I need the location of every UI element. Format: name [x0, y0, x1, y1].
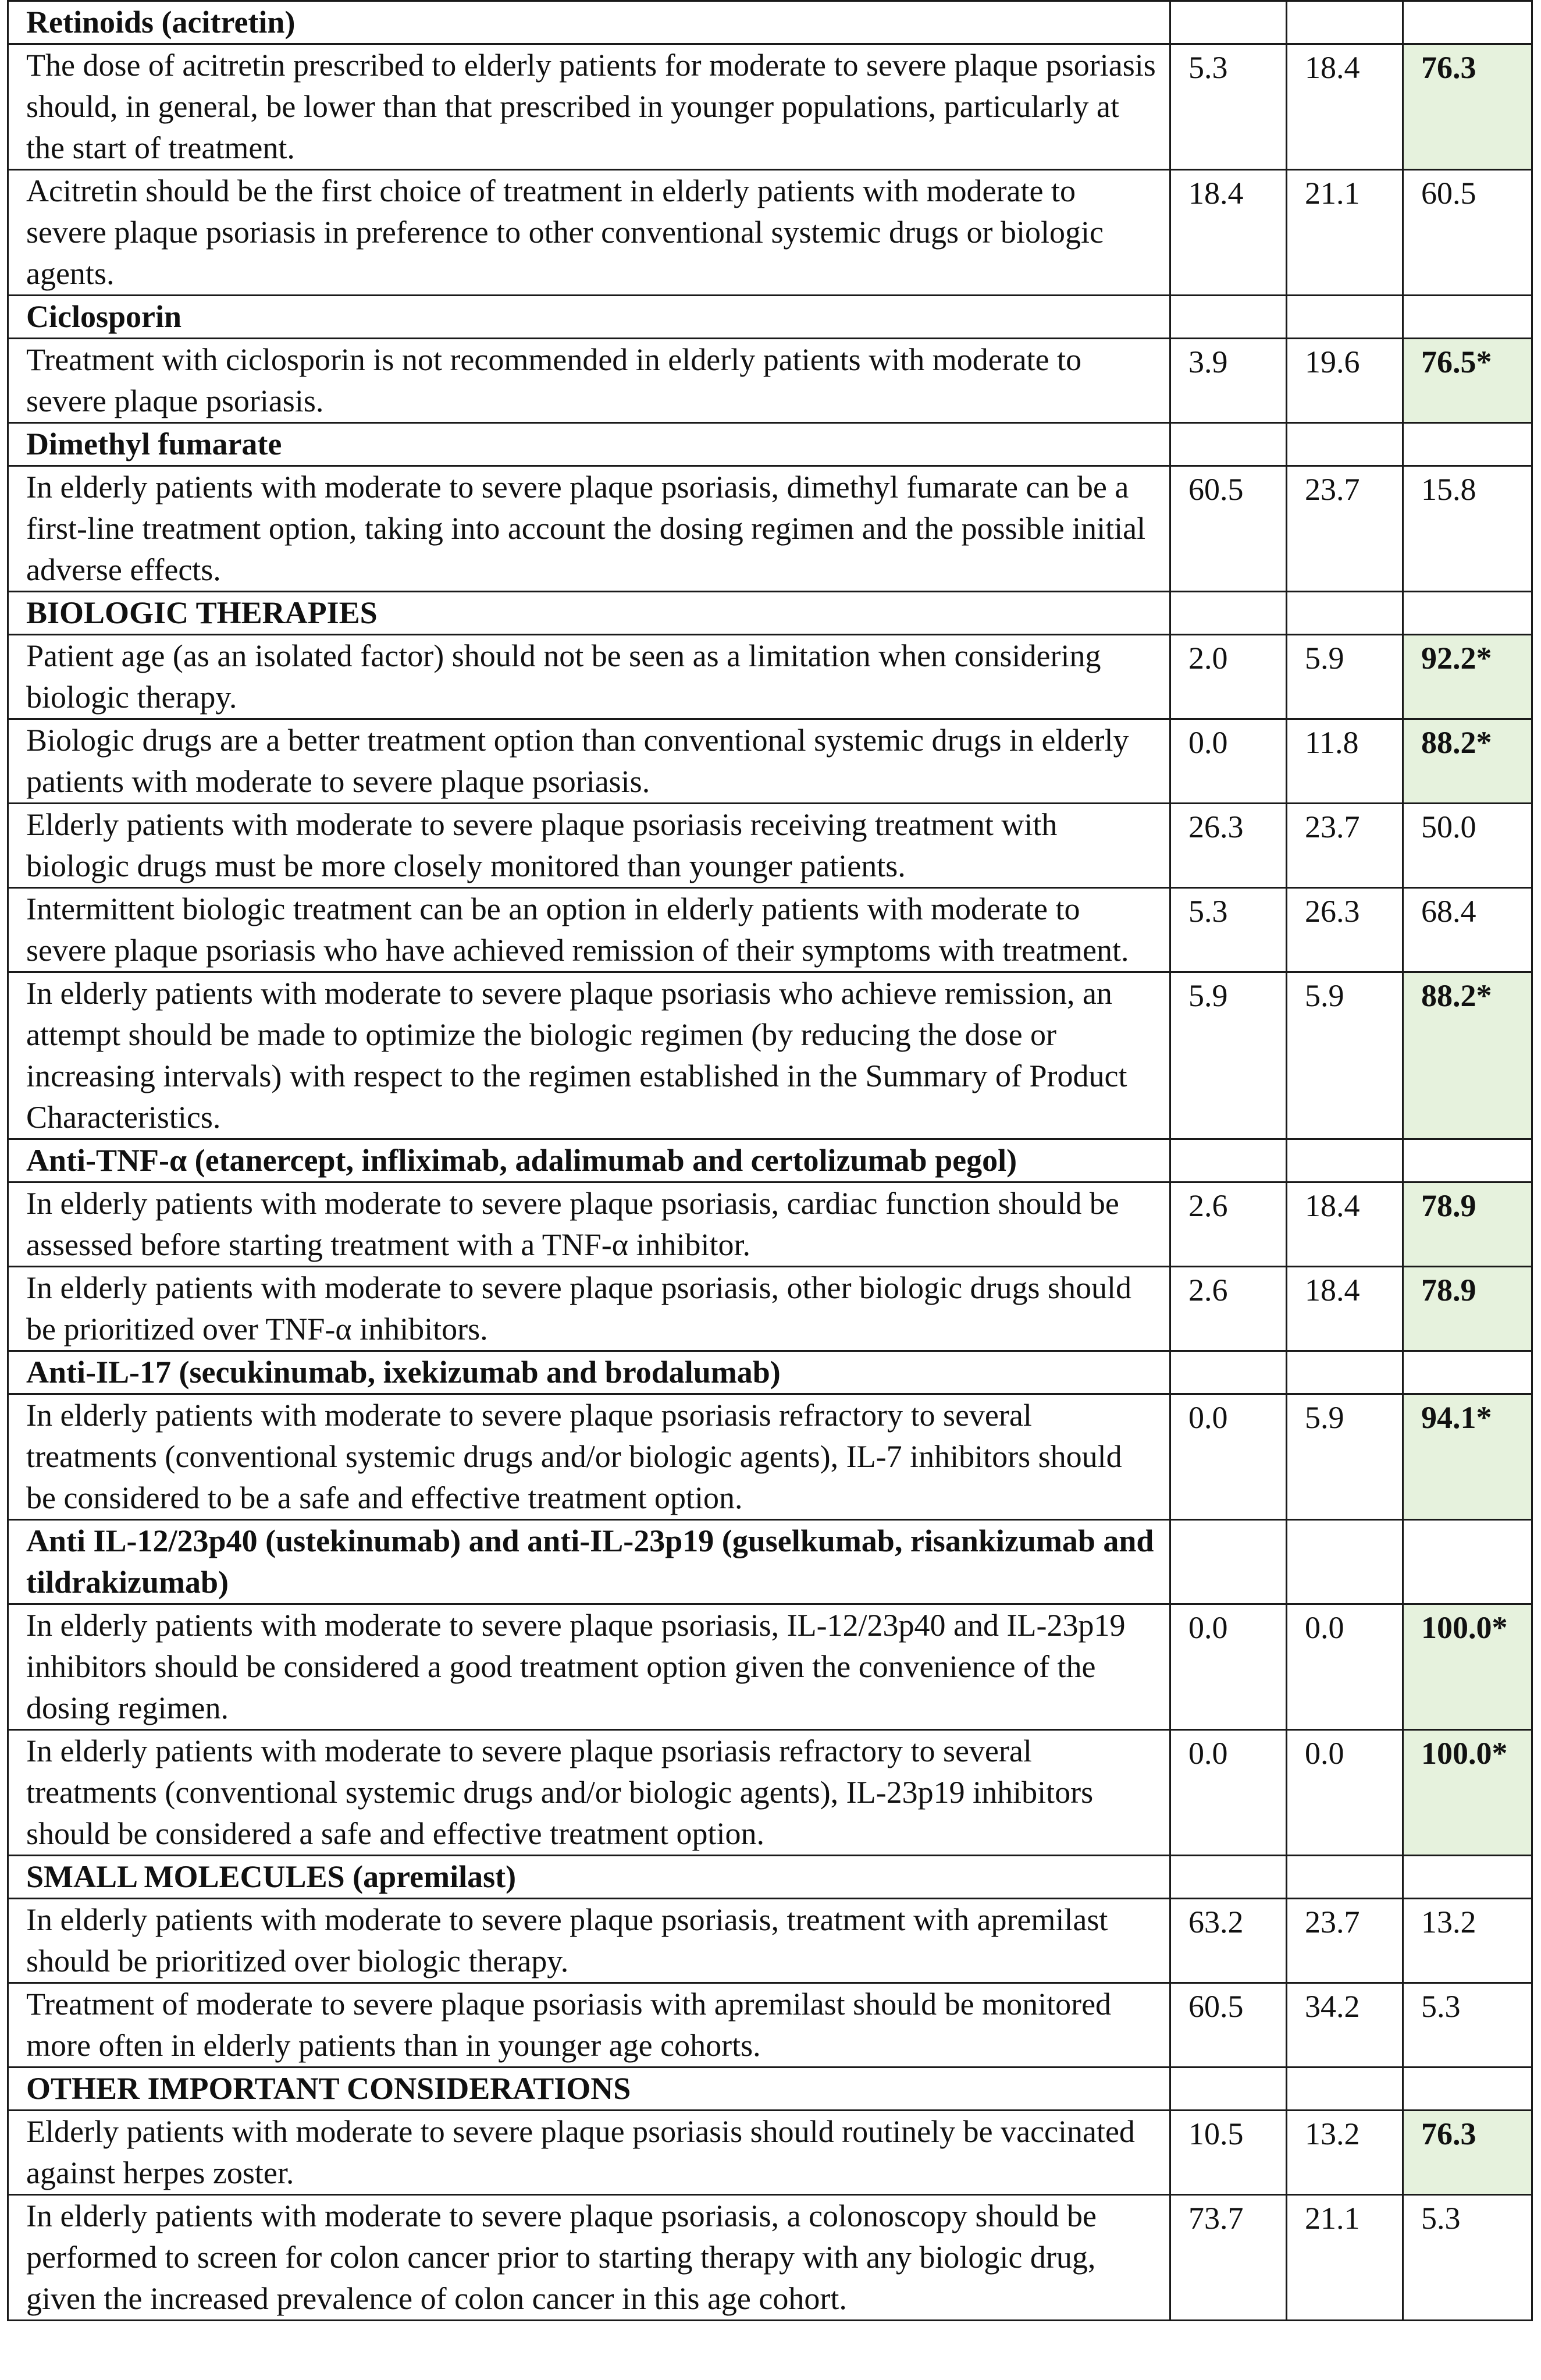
empty-cell — [1287, 1139, 1403, 1182]
table-row — [8, 339, 1532, 423]
table-row — [8, 1604, 1532, 1730]
statement-text: In elderly patients with moderate to severe plaque psoriasis, treatment with apremilast should be prioritized over biologic therapy. — [8, 1899, 1170, 1983]
section-row — [8, 1856, 1532, 1899]
section-row — [8, 2068, 1532, 2111]
table-row — [8, 1394, 1532, 1520]
statement-text: Biologic drugs are a better treatment option than conventional systemic drugs in elderly patients with moderate to severe plaque psoriasis. — [8, 719, 1170, 804]
table-row — [8, 466, 1532, 592]
table-body — [8, 1, 1532, 2321]
statement-text: Elderly patients with moderate to severe plaque psoriasis receiving treatment with biologic drugs must be more closely monitored than younger patients. — [8, 804, 1170, 888]
empty-cell — [1170, 1856, 1287, 1899]
neutral-value: 23.7 — [1287, 804, 1403, 888]
statement-text: In elderly patients with moderate to severe plaque psoriasis, IL-12/23p40 and IL-23p19 inhibitors should be considered a good treatment option given the convenience of the dosing regimen. — [8, 1604, 1170, 1730]
neutral-value: 13.2 — [1287, 2111, 1403, 2195]
empty-cell — [1170, 1520, 1287, 1604]
section-row — [8, 1520, 1532, 1604]
empty-cell — [1403, 1856, 1532, 1899]
section-title: Anti-IL-17 (secukinumab, ixekizumab and brodalumab) — [8, 1351, 1170, 1394]
section-title: Anti IL-12/23p40 (ustekinumab) and anti-IL-23p19 (guselkumab, risankizumab and tildrakizumab) — [8, 1520, 1170, 1604]
empty-cell — [1287, 1351, 1403, 1394]
statement-text: In elderly patients with moderate to severe plaque psoriasis, cardiac function should be assessed before starting treatment with a TNF-α inhibitor. — [8, 1182, 1170, 1267]
section-row — [8, 1, 1532, 44]
empty-cell — [1170, 2068, 1287, 2111]
empty-cell — [1170, 592, 1287, 635]
section-title: Dimethyl fumarate — [8, 423, 1170, 466]
empty-cell — [1287, 1520, 1403, 1604]
agree-value: 88.2* — [1403, 972, 1532, 1139]
empty-cell — [1287, 1856, 1403, 1899]
section-row — [8, 1351, 1532, 1394]
disagree-value: 73.7 — [1170, 2195, 1287, 2321]
table-row — [8, 44, 1532, 170]
disagree-value: 5.3 — [1170, 888, 1287, 972]
disagree-value: 18.4 — [1170, 170, 1287, 296]
disagree-value: 5.3 — [1170, 44, 1287, 170]
agree-value: 76.5* — [1403, 339, 1532, 423]
table-row — [8, 888, 1532, 972]
agree-value: 5.3 — [1403, 2195, 1532, 2321]
agree-value: 100.0* — [1403, 1604, 1532, 1730]
section-title: Anti-TNF-α (etanercept, infliximab, adalimumab and certolizumab pegol) — [8, 1139, 1170, 1182]
empty-cell — [1403, 1351, 1532, 1394]
agree-value: 78.9 — [1403, 1182, 1532, 1267]
disagree-value: 26.3 — [1170, 804, 1287, 888]
disagree-value: 0.0 — [1170, 1394, 1287, 1520]
empty-cell — [1287, 296, 1403, 339]
agree-value: 13.2 — [1403, 1899, 1532, 1983]
neutral-value: 18.4 — [1287, 44, 1403, 170]
agree-value: 92.2* — [1403, 635, 1532, 719]
table-row — [8, 1899, 1532, 1983]
disagree-value: 0.0 — [1170, 1604, 1287, 1730]
section-title: BIOLOGIC THERAPIES — [8, 592, 1170, 635]
table-row — [8, 635, 1532, 719]
agree-value: 76.3 — [1403, 44, 1532, 170]
agree-value: 76.3 — [1403, 2111, 1532, 2195]
disagree-value: 60.5 — [1170, 466, 1287, 592]
section-row — [8, 423, 1532, 466]
statement-text: In elderly patients with moderate to severe plaque psoriasis who achieve remission, an attempt should be made to optimize the biologic regimen (by reducing the dose or increasing intervals) with respect to the regimen established in the Summary of Product Characteristics. — [8, 972, 1170, 1139]
neutral-value: 26.3 — [1287, 888, 1403, 972]
agree-value: 78.9 — [1403, 1267, 1532, 1351]
table-row — [8, 170, 1532, 296]
disagree-value: 2.6 — [1170, 1182, 1287, 1267]
neutral-value: 5.9 — [1287, 1394, 1403, 1520]
table-row — [8, 972, 1532, 1139]
neutral-value: 21.1 — [1287, 2195, 1403, 2321]
section-row — [8, 1139, 1532, 1182]
neutral-value: 21.1 — [1287, 170, 1403, 296]
empty-cell — [1170, 1351, 1287, 1394]
empty-cell — [1403, 296, 1532, 339]
neutral-value: 23.7 — [1287, 466, 1403, 592]
section-title: Retinoids (acitretin) — [8, 1, 1170, 44]
statement-text: Elderly patients with moderate to severe plaque psoriasis should routinely be vaccinated against herpes zoster. — [8, 2111, 1170, 2195]
statement-text: In elderly patients with moderate to severe plaque psoriasis, other biologic drugs should be prioritized over TNF-α inhibitors. — [8, 1267, 1170, 1351]
disagree-value: 63.2 — [1170, 1899, 1287, 1983]
disagree-value: 0.0 — [1170, 719, 1287, 804]
neutral-value: 11.8 — [1287, 719, 1403, 804]
table-row — [8, 804, 1532, 888]
disagree-value: 0.0 — [1170, 1730, 1287, 1856]
table-row — [8, 2111, 1532, 2195]
disagree-value: 5.9 — [1170, 972, 1287, 1139]
disagree-value: 10.5 — [1170, 2111, 1287, 2195]
table-row — [8, 719, 1532, 804]
agree-value: 60.5 — [1403, 170, 1532, 296]
neutral-value: 18.4 — [1287, 1182, 1403, 1267]
agree-value: 94.1* — [1403, 1394, 1532, 1520]
neutral-value: 5.9 — [1287, 635, 1403, 719]
empty-cell — [1403, 423, 1532, 466]
statement-text: In elderly patients with moderate to severe plaque psoriasis, a colonoscopy should be performed to screen for colon cancer prior to starting therapy with any biologic drug, given the increased prevalence of colon cancer in this age cohort. — [8, 2195, 1170, 2321]
empty-cell — [1170, 423, 1287, 466]
statement-text: Intermittent biologic treatment can be an option in elderly patients with moderate to severe plaque psoriasis who have achieved remission of their symptoms with treatment. — [8, 888, 1170, 972]
agree-value: 50.0 — [1403, 804, 1532, 888]
section-title: Ciclosporin — [8, 296, 1170, 339]
empty-cell — [1170, 1, 1287, 44]
empty-cell — [1403, 1139, 1532, 1182]
table-row — [8, 1730, 1532, 1856]
neutral-value: 18.4 — [1287, 1267, 1403, 1351]
empty-cell — [1287, 2068, 1403, 2111]
statement-text: Treatment of moderate to severe plaque psoriasis with apremilast should be monitored more often in elderly patients than in younger age cohorts. — [8, 1983, 1170, 2068]
section-row — [8, 592, 1532, 635]
table-row — [8, 1267, 1532, 1351]
neutral-value: 23.7 — [1287, 1899, 1403, 1983]
table-row — [8, 1983, 1532, 2068]
neutral-value: 0.0 — [1287, 1730, 1403, 1856]
neutral-value: 0.0 — [1287, 1604, 1403, 1730]
consensus-results-table — [7, 0, 1533, 2321]
empty-cell — [1403, 2068, 1532, 2111]
empty-cell — [1287, 592, 1403, 635]
empty-cell — [1170, 296, 1287, 339]
statement-text: In elderly patients with moderate to severe plaque psoriasis refractory to several treatments (conventional systemic drugs and/or biologic agents), IL-23p19 inhibitors should be considered a safe and effective treatment option. — [8, 1730, 1170, 1856]
neutral-value: 5.9 — [1287, 972, 1403, 1139]
empty-cell — [1403, 1, 1532, 44]
agree-value: 15.8 — [1403, 466, 1532, 592]
statement-text: In elderly patients with moderate to severe plaque psoriasis refractory to several treatments (conventional systemic drugs and/or biologic agents), IL-7 inhibitors should be considered to be a safe and effective treatment option. — [8, 1394, 1170, 1520]
neutral-value: 34.2 — [1287, 1983, 1403, 2068]
agree-value: 5.3 — [1403, 1983, 1532, 2068]
agree-value: 100.0* — [1403, 1730, 1532, 1856]
statement-text: In elderly patients with moderate to severe plaque psoriasis, dimethyl fumarate can be a first-line treatment option, taking into account the dosing regimen and the possible initial adverse effects. — [8, 466, 1170, 592]
disagree-value: 60.5 — [1170, 1983, 1287, 2068]
table-row — [8, 2195, 1532, 2321]
table-row — [8, 1182, 1532, 1267]
statement-text: The dose of acitretin prescribed to elderly patients for moderate to severe plaque psoriasis should, in general, be lower than that prescribed in younger populations, particularly at the start of treatment. — [8, 44, 1170, 170]
empty-cell — [1287, 1, 1403, 44]
agree-value: 88.2* — [1403, 719, 1532, 804]
empty-cell — [1403, 592, 1532, 635]
disagree-value: 2.6 — [1170, 1267, 1287, 1351]
section-title: SMALL MOLECULES (apremilast) — [8, 1856, 1170, 1899]
empty-cell — [1170, 1139, 1287, 1182]
disagree-value: 2.0 — [1170, 635, 1287, 719]
empty-cell — [1287, 423, 1403, 466]
statement-text: Acitretin should be the first choice of treatment in elderly patients with moderate to severe plaque psoriasis in preference to other conventional systemic drugs or biologic agents. — [8, 170, 1170, 296]
section-row — [8, 296, 1532, 339]
neutral-value: 19.6 — [1287, 339, 1403, 423]
disagree-value: 3.9 — [1170, 339, 1287, 423]
statement-text: Treatment with ciclosporin is not recommended in elderly patients with moderate to severe plaque psoriasis. — [8, 339, 1170, 423]
agree-value: 68.4 — [1403, 888, 1532, 972]
section-title: OTHER IMPORTANT CONSIDERATIONS — [8, 2068, 1170, 2111]
statement-text: Patient age (as an isolated factor) should not be seen as a limitation when considering biologic therapy. — [8, 635, 1170, 719]
empty-cell — [1403, 1520, 1532, 1604]
